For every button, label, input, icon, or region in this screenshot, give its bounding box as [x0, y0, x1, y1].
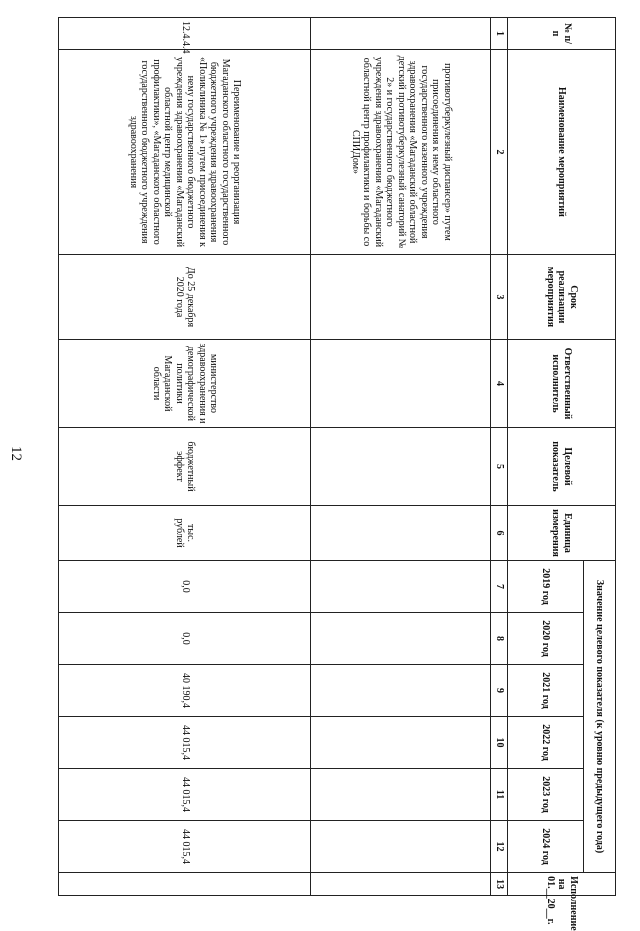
header-responsible: Ответственный исполнитель: [508, 340, 616, 428]
row-execution: [59, 873, 311, 896]
col-number: 11: [491, 769, 508, 821]
rotated-table-container: [60, 17, 616, 931]
col-number: 8: [491, 613, 508, 665]
row-num: [311, 18, 491, 50]
row-term: До 25 декабря 2020 года: [59, 255, 311, 340]
row-value-2023: 44 015,4: [59, 769, 311, 821]
row-value-2019: 0,0: [59, 561, 311, 613]
row-value-2020: [311, 613, 491, 665]
header-year-2022: 2022 год: [508, 717, 584, 769]
col-number: 5: [491, 428, 508, 506]
header-name: Наименование мероприятий: [508, 50, 616, 255]
row-term: [311, 255, 491, 340]
col-number: 2: [491, 50, 508, 255]
col-number: 3: [491, 255, 508, 340]
row-value-2020: 0,0: [59, 613, 311, 665]
header-indicator: Целевой показатель: [508, 428, 616, 506]
row-unit: [311, 506, 491, 561]
col-number: 10: [491, 717, 508, 769]
header-year-2019: 2019 год: [508, 561, 584, 613]
row-value-2024: [311, 821, 491, 873]
row-value-2022: [311, 717, 491, 769]
row-name: противотуберкулезный диспансер» путем присоединения к нему областного государственного казенного учреждения здравоохранения «Магаданский областной детский противотуберкулезный санаторий № 2» и государственного бюджетного учреждения здравоохранения «Магаданский областной центр профилактики и борьбы со СПИДом»: [311, 50, 491, 255]
header-num: № п/п: [508, 18, 616, 50]
row-indicator: [311, 428, 491, 506]
row-value-2022: 44 015,4: [59, 717, 311, 769]
row-value-2021: 40 190,4: [59, 665, 311, 717]
header-execution: Исполнение на 01.__20__г.: [508, 873, 616, 896]
header-year-2021: 2021 год: [508, 665, 584, 717]
row-responsible: [311, 340, 491, 428]
col-number: 7: [491, 561, 508, 613]
row-value-2023: [311, 769, 491, 821]
page-number: 12: [8, 446, 24, 461]
col-number: 12: [491, 821, 508, 873]
col-number: 1: [491, 18, 508, 50]
header-year-2023: 2023 год: [508, 769, 584, 821]
row-indicator: бюджетный эффект: [59, 428, 311, 506]
table-row: [59, 18, 311, 896]
col-number: 6: [491, 506, 508, 561]
row-name: Переименование и реорганизация Магаданского областного государственного бюджетного учреждения здравоохранения «Поликлиника № 1» путем присоединения к нему государственного бюджетного учреждения здравоохранения «Магаданский областной центр медицинской профилактики», «Магаданского областного государственного бюджетного учреждения здравоохранения: [59, 50, 311, 255]
row-value-2024: 44 015,4: [59, 821, 311, 873]
row-num: 12.4.4.4: [59, 18, 311, 50]
targets-table: [59, 17, 617, 931]
row-execution: [311, 873, 491, 896]
table-row: [311, 18, 491, 896]
header-term: Срок реализации мероприятия: [508, 255, 616, 340]
row-value-2021: [311, 665, 491, 717]
row-unit: тыс. рублей: [59, 506, 311, 561]
header-target-values: Значение целевого показателя (к уровню предыдущего года): [584, 561, 616, 873]
row-responsible: министерство здравоохранения и демографической политики Магаданской области: [59, 340, 311, 428]
col-number: 13: [491, 873, 508, 896]
header-unit: Единица измерения: [508, 506, 616, 561]
col-number: 4: [491, 340, 508, 428]
header-year-2024: 2024 год: [508, 821, 584, 873]
row-value-2019: [311, 561, 491, 613]
col-number: 9: [491, 665, 508, 717]
header-year-2020: 2020 год: [508, 613, 584, 665]
